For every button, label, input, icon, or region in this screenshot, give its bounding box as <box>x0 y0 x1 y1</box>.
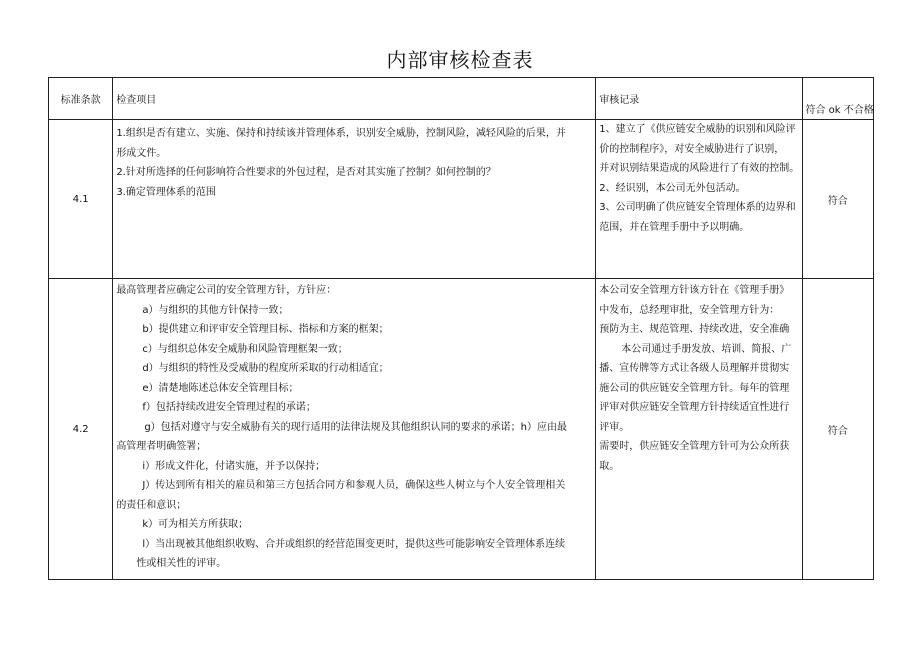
check-item-line: b）提供建立和评审安全管理目标、指标和方案的框架； <box>142 324 389 335</box>
header-clause: 标准条款 <box>49 78 113 120</box>
header-record: 审核记录 <box>596 78 802 120</box>
clause-cell: 4.2 <box>49 279 113 580</box>
check-item-cell <box>113 120 596 279</box>
record-line: 3、公司明确了供应链安全管理体系的边界和 <box>599 202 796 213</box>
check-item-line: J）传达到所有相关的雇员和第三方包括合同方和参观人员，确保这些人树立与个人安全管理相关 <box>142 480 566 491</box>
check-item-line: g）包括对遵守与安全威胁有关的现行适用的法律法规及其他组织认同的要求的承诺；h）应由最 <box>144 421 567 433</box>
record-line: 本公司安全管理方针该方针在《管理手册》 <box>599 285 790 296</box>
check-item-line: 性或相关性的评审。 <box>136 558 227 569</box>
check-item-line: 2.针对所选择的任何影响符合性要求的外包过程，是否对其实施了控制？如何控制的？ <box>116 167 496 178</box>
header-result: 符合 ok 不合格 <box>802 78 874 120</box>
page-title: 内部审核检查表 <box>386 48 534 72</box>
record-line: 并对识别结果造成的风险进行了有效的控制。 <box>599 163 800 174</box>
record-line: 价的控制程序》，对安全威胁进行了识别， <box>599 143 785 155</box>
clause-cell: 4.1 <box>49 120 113 279</box>
record-line: 评审。 <box>599 421 630 433</box>
check-item-line: a）与组织的其他方针保持一致； <box>142 304 289 316</box>
audit-checklist-table <box>48 77 874 580</box>
record-line: 需要时，供应链安全管理方针可为公众所获 <box>599 441 790 452</box>
record-line: 评审对供应链安全管理方针持续适宜性进行 <box>599 402 790 413</box>
check-item-line: 形成文件。 <box>116 147 167 159</box>
check-item-line: c）与组织总体安全威胁和风险管理框架一致； <box>142 343 348 355</box>
table-row <box>49 120 874 279</box>
record-line: 预防为主、规范管理、持续改进，安全准确 <box>599 324 790 335</box>
record-line: 播、宣传牌等方式让各级人员理解并贯彻实 <box>599 363 790 374</box>
record-line: 2、经识别，本公司无外包活动。 <box>599 182 746 194</box>
result-cell: 符合 <box>802 279 874 580</box>
header-row <box>49 78 874 120</box>
record-line: 取。 <box>599 460 620 472</box>
check-item-line: k）可为相关方所获取； <box>142 519 249 530</box>
check-item-line: l）当出现被其他组织收购、合并或组织的经营范围变更时，提供这些可能影响安全管理体系连续 <box>142 538 566 550</box>
check-item-cell <box>113 279 596 580</box>
record-line: 本公司通过手册发放、培训、简报、广 <box>621 343 792 355</box>
check-item-line: 3.确定管理体系的范围 <box>116 186 216 198</box>
check-item-line: 的责任和意识； <box>116 499 187 511</box>
check-item-line: f）包括持续改进安全管理过程的承诺； <box>142 402 316 413</box>
check-item-line: 1.组织是否有建立、实施、保持和持续该并管理体系，识别安全威胁，控制风险，减轻风险的后果，并 <box>116 128 566 139</box>
record-line: 中发布，总经理审批，安全管理方针为： <box>599 304 780 316</box>
table-row <box>49 279 874 580</box>
check-item-line: 最高管理者应确定公司的安全管理方针，方针应： <box>116 285 337 296</box>
header-item: 检查项目 <box>113 78 596 120</box>
record-line: 施公司的供应链安全管理方针。每年的管理 <box>599 382 790 394</box>
check-item-line: 高管理者明确签署； <box>116 441 207 452</box>
audit-record-cell <box>596 279 802 580</box>
record-line: 1、建立了《供应链安全威胁的识别和风险评 <box>599 124 796 135</box>
check-item-line: d）与组织的特性及受威胁的程度所采取的行动相适宜； <box>142 363 389 374</box>
audit-record-cell <box>596 120 802 279</box>
check-item-line: i）形成文件化，付诸实施，并予以保持； <box>142 460 326 472</box>
record-line: 范围，并在管理手册中予以明确。 <box>599 221 750 233</box>
check-item-line: e）清楚地陈述总体安全管理目标； <box>142 382 299 394</box>
result-cell: 符合 <box>802 120 874 279</box>
